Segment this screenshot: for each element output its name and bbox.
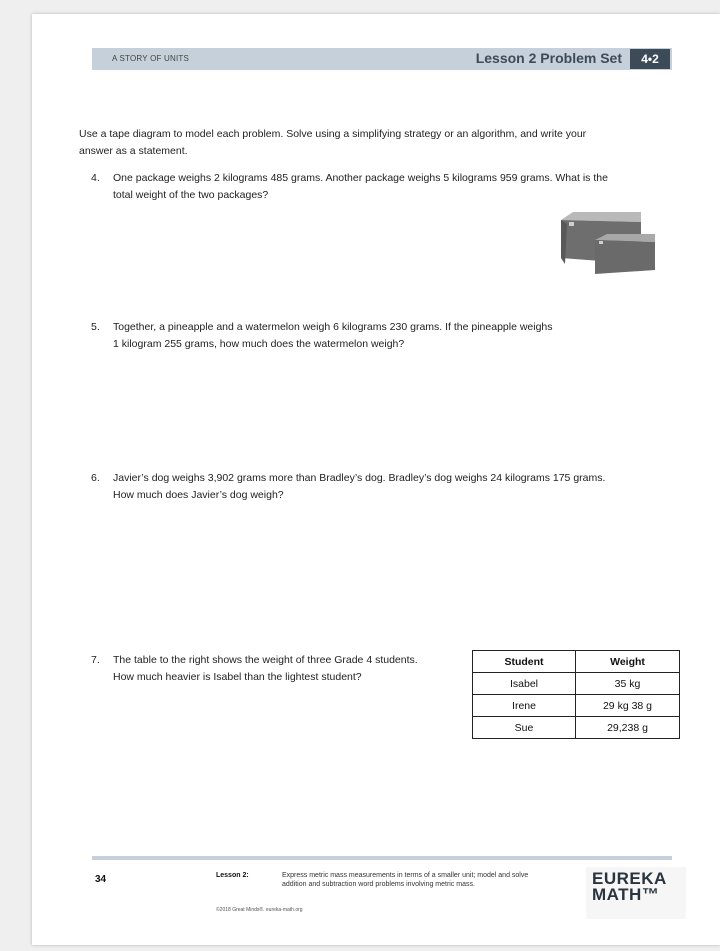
student-weight-table xyxy=(472,650,680,739)
footer-lesson-label: Lesson 2: xyxy=(216,872,249,879)
series-label: A STORY OF UNITS xyxy=(112,54,189,63)
problem-5-number: 5. xyxy=(91,321,100,333)
problem-line: Together, a pineapple and a watermelon weigh 6 kilograms 230 grams. If the pineapple weighs xyxy=(113,321,553,333)
student-weight: 29,238 g xyxy=(576,717,680,739)
problem-7-text xyxy=(113,652,418,686)
student-weight: 29 kg 38 g xyxy=(576,695,680,717)
table-row xyxy=(473,717,680,739)
problem-line: total weight of the two packages? xyxy=(113,189,269,201)
footer-divider xyxy=(92,856,672,860)
problem-line: 1 kilogram 255 grams, how much does the watermelon weigh? xyxy=(113,338,405,350)
page-number: 34 xyxy=(95,874,107,885)
table-row xyxy=(473,695,680,717)
grade-module-badge: 4•2 xyxy=(630,49,670,69)
problem-4-text xyxy=(113,170,608,204)
column-header-student: Student xyxy=(473,651,576,673)
student-name: Sue xyxy=(473,717,576,739)
packages-illustration xyxy=(557,212,657,276)
column-header-weight: Weight xyxy=(576,651,680,673)
student-weight: 35 kg xyxy=(576,673,680,695)
table-row xyxy=(473,673,680,695)
logo-line-2: MATH™ xyxy=(592,885,660,904)
problem-line: How much does Javier’s dog weigh? xyxy=(113,489,284,501)
logo-line-1: EUREKA xyxy=(592,869,667,888)
problem-5-text xyxy=(113,319,553,353)
problem-line: The table to the right shows the weight of three Grade 4 students. xyxy=(113,654,418,666)
problem-4-number: 4. xyxy=(91,172,100,184)
copyright-notice: ©2018 Great Minds®. eureka-math.org xyxy=(216,907,303,913)
page-title: Lesson 2 Problem Set xyxy=(475,50,622,66)
problem-6-number: 6. xyxy=(91,472,100,484)
instructions-line: Use a tape diagram to model each problem. Solve using a simplifying strategy or an algorithm, and write your xyxy=(79,128,587,140)
problem-line: Javier’s dog weighs 3,902 grams more than Bradley’s dog. Bradley’s dog weighs 24 kilograms 175 grams. xyxy=(113,472,606,484)
footer-lesson-description: Express metric mass measurements in terms of a smaller unit; model and solve addition and subtraction word problems involving metric mass. xyxy=(282,872,529,888)
instructions xyxy=(79,126,586,160)
problem-line: One package weighs 2 kilograms 485 grams. Another package weighs 5 kilograms 959 grams. What is the xyxy=(113,172,608,184)
problem-7-number: 7. xyxy=(91,654,100,666)
problem-line: How much heavier is Isabel than the lightest student? xyxy=(113,671,362,683)
student-name: Irene xyxy=(473,695,576,717)
page-header xyxy=(92,48,672,70)
worksheet-page xyxy=(32,14,720,945)
student-name: Isabel xyxy=(473,673,576,695)
problem-6-text xyxy=(113,470,605,504)
eureka-math-logo xyxy=(586,867,686,919)
instructions-line: answer as a statement. xyxy=(79,145,188,157)
table-header-row xyxy=(473,651,680,673)
